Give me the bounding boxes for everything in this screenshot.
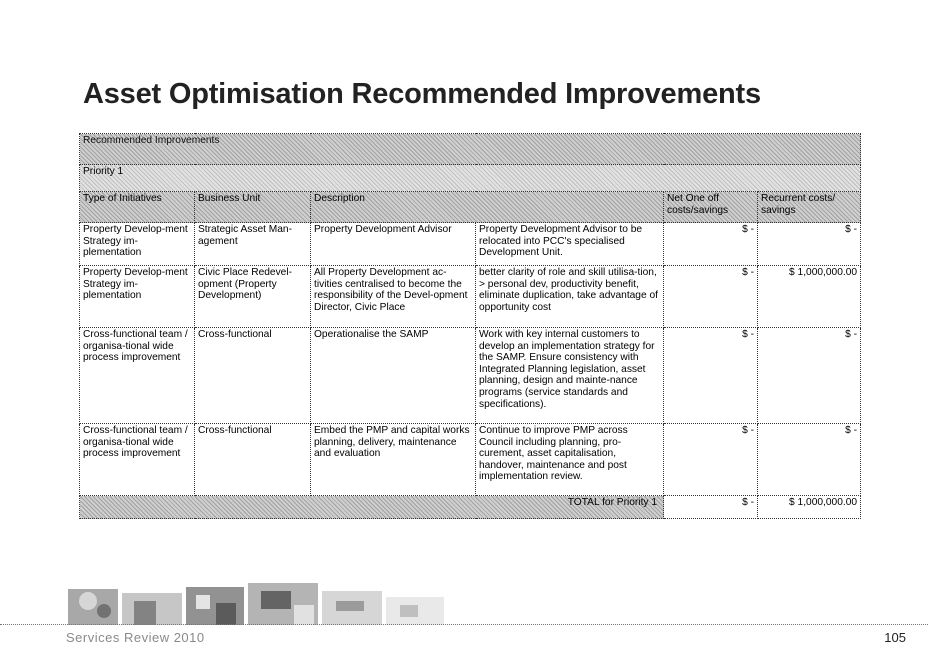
cell-one-off: $ - xyxy=(664,328,758,424)
cell-recurrent: $ - xyxy=(758,328,861,424)
improvements-table xyxy=(79,133,861,519)
cell-recurrent: $ 1,000,000.00 xyxy=(758,266,861,328)
cell-description: better clarity of role and skill utilisa-tion, > personal dev, productivity benefit, eliminate duplication, take advantage of opportunity cost xyxy=(476,266,664,328)
cell-type: Cross-functional team / organisa-tional wide process improvement xyxy=(80,424,195,496)
total-recurrent: $ 1,000,000.00 xyxy=(758,496,861,519)
header-type-of-initiatives: Type of Initiatives xyxy=(80,192,195,223)
table-banner: Recommended Improvements xyxy=(80,134,861,165)
cell-recurrent: $ - xyxy=(758,424,861,496)
table-row xyxy=(80,223,861,266)
cell-description: Work with key internal customers to develop an implementation strategy for the SAMP. Ensure consistency with Integrated Planning legislation, asset planning, design and mainte-nance programs (service standards and specifications). xyxy=(476,328,664,424)
table-row xyxy=(80,266,861,328)
footer-text: Services Review 2010 xyxy=(66,630,205,645)
cell-business-unit: Strategic Asset Man-agement xyxy=(195,223,311,266)
page-number: 105 xyxy=(884,630,906,645)
improvements-table-container xyxy=(79,133,860,519)
cell-recurrent: $ - xyxy=(758,223,861,266)
cell-one-off: $ - xyxy=(664,223,758,266)
cell-one-off: $ - xyxy=(664,424,758,496)
cell-description: Continue to improve PMP across Council including planning, pro-curement, asset capitalisation, handover, maintenance and post implementation review. xyxy=(476,424,664,496)
table-row xyxy=(80,424,861,496)
header-description: Description xyxy=(311,192,664,223)
cell-initiative: Operationalise the SAMP xyxy=(311,328,476,424)
cell-business-unit: Cross-functional xyxy=(195,424,311,496)
table-row xyxy=(80,328,861,424)
cell-type: Property Develop-ment Strategy im-plementation xyxy=(80,223,195,266)
cell-initiative: Embed the PMP and capital works planning, delivery, maintenance and evaluation xyxy=(311,424,476,496)
priority-label: Priority 1 xyxy=(80,165,861,192)
footer-photo-strip xyxy=(66,583,446,625)
header-recurrent: Recurrent costs/ savings xyxy=(758,192,861,223)
cell-business-unit: Cross-functional xyxy=(195,328,311,424)
cell-one-off: $ - xyxy=(664,266,758,328)
cell-description: Property Development Advisor to be relocated into PCC's specialised Development Unit. xyxy=(476,223,664,266)
cell-type: Cross-functional team / organisa-tional wide process improvement xyxy=(80,328,195,424)
total-label: TOTAL for Priority 1 xyxy=(80,496,664,519)
cell-initiative: Property Development Advisor xyxy=(311,223,476,266)
cell-type: Property Develop-ment Strategy im-plementation xyxy=(80,266,195,328)
total-one-off: $ - xyxy=(664,496,758,519)
page-title: Asset Optimisation Recommended Improvements xyxy=(83,78,761,110)
header-net-one-off: Net One off costs/savings xyxy=(664,192,758,223)
cell-initiative: All Property Development ac-tivities centralised to become the responsibility of the Devel-opment Director, Civic Place xyxy=(311,266,476,328)
cell-business-unit: Civic Place Redevel-opment (Property Development) xyxy=(195,266,311,328)
header-business-unit: Business Unit xyxy=(195,192,311,223)
footer-divider xyxy=(0,624,928,625)
